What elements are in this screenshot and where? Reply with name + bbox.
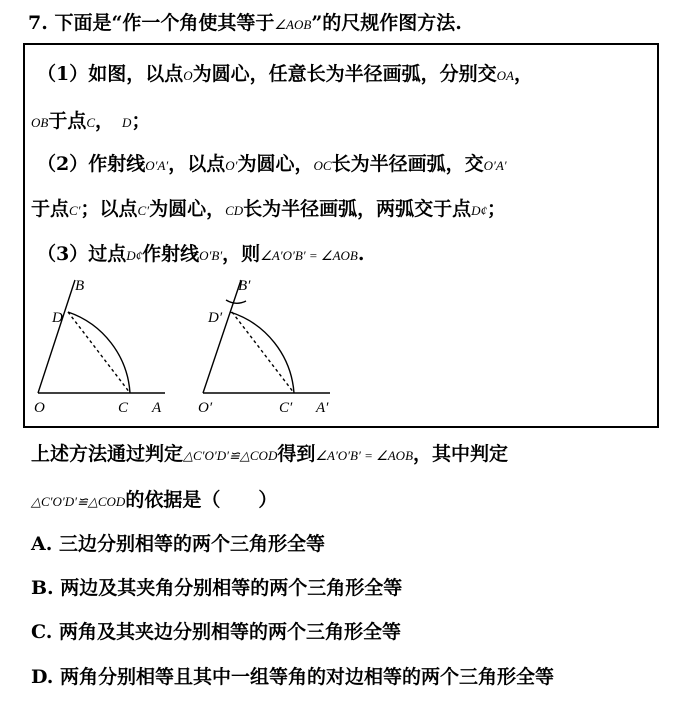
segment-c-prime-d-prime bbox=[232, 312, 294, 393]
label-a: A bbox=[152, 400, 162, 416]
label-c-prime: C′ bbox=[279, 400, 293, 416]
option-a[interactable]: A. 三边分别相等的两个三角形全等 bbox=[31, 533, 325, 555]
option-c[interactable]: C. 两角及其夹边分别相等的两个三角形全等 bbox=[31, 621, 402, 643]
step-2-line-2: 于点C′；以点C′为圆心，CD长为半径画弧，两弧交于点D¢； bbox=[31, 198, 507, 220]
label-c: C bbox=[118, 400, 129, 416]
label-b-prime: B′ bbox=[238, 278, 251, 294]
intersecting-arc-small bbox=[226, 300, 246, 303]
segment-cd bbox=[68, 312, 130, 393]
label-a-prime: A′ bbox=[316, 400, 329, 416]
step-2-line-1: （2）作射线O′A′，以点O′为圆心，OC长为半径画弧，交O′A′ bbox=[37, 153, 507, 175]
option-b[interactable]: B. 两边及其夹角分别相等的两个三角形全等 bbox=[31, 577, 403, 599]
question-number: 7. bbox=[28, 12, 48, 34]
step-1-line-2: OB于点C， D； bbox=[31, 110, 151, 132]
label-d-prime: D′ bbox=[208, 310, 223, 326]
option-d[interactable]: D. 两角分别相等且其中一组等角的对边相等的两个三角形全等 bbox=[31, 666, 555, 688]
label-b: B bbox=[75, 278, 85, 294]
step-3-line: （3）过点D¢作射线O′B′，则∠A′O′B′ = ∠AOB. bbox=[37, 243, 365, 265]
label-d: D bbox=[52, 310, 63, 326]
step-1-line-1: （1）如图，以点O为圆心，任意长为半径画弧，分别交OA， bbox=[37, 63, 533, 85]
ray-o-prime-b-prime bbox=[203, 280, 241, 393]
label-o-prime: O′ bbox=[198, 400, 213, 416]
ray-ob bbox=[38, 280, 75, 393]
question-line-2: △C′O′D′≌△COD的依据是（ ） bbox=[31, 489, 278, 511]
label-o: O bbox=[34, 400, 45, 416]
question-title: 7. 下面是“作一个角使其等于∠AOB”的尺规作图方法. bbox=[28, 12, 462, 34]
question-line-1: 上述方法通过判定△C′O′D′≌△COD得到∠A′O′B′ = ∠AOB，其中判定 bbox=[31, 443, 509, 465]
